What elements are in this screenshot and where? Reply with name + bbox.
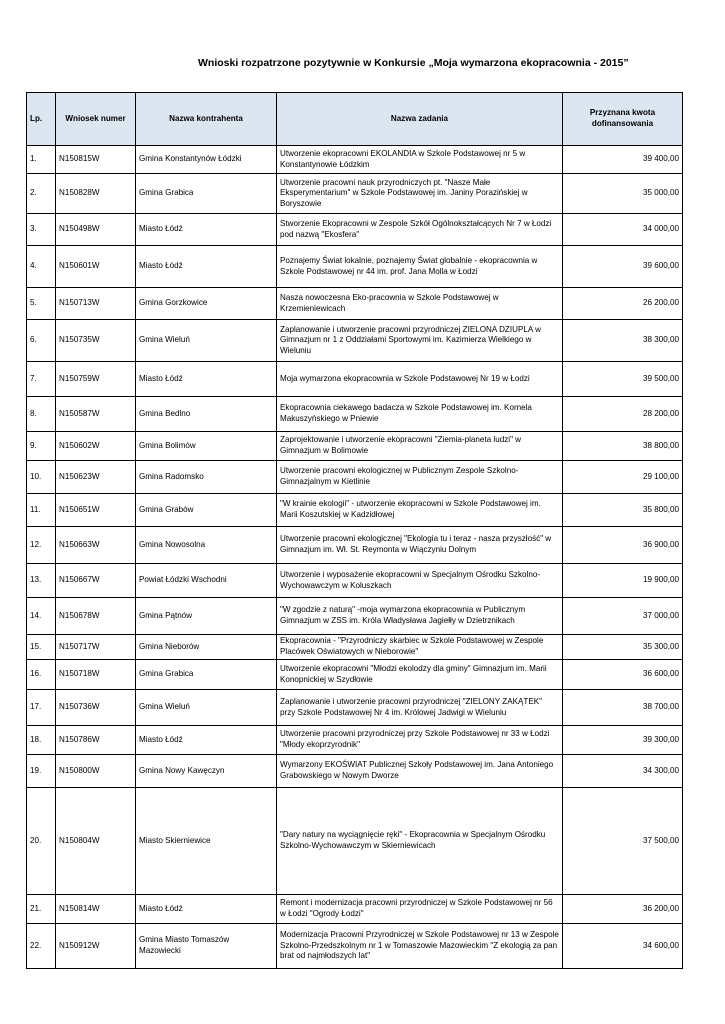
cell-lp: 17. xyxy=(27,690,56,726)
cell-kwota: 35 800,00 xyxy=(563,494,683,527)
cell-wniosek-numer: N150498W xyxy=(56,214,136,246)
cell-kontrahent: Gmina Bedlno xyxy=(136,397,277,432)
cell-kwota: 26 200,00 xyxy=(563,288,683,320)
header-przyznana-kwota: Przyznana kwota dofinansowania xyxy=(563,93,683,146)
cell-lp: 22. xyxy=(27,924,56,969)
cell-zadanie: "W zgodzie z naturą" -moja wymarzona ekopracownia w Publicznym Gimnazjum w ZSS im. Króla Władysława Jagiełły w Dzietrznikach xyxy=(277,598,563,635)
cell-kontrahent: Gmina Grabica xyxy=(136,174,277,214)
cell-lp: 19. xyxy=(27,755,56,788)
cell-kontrahent: Gmina Wieluń xyxy=(136,320,277,362)
table-row xyxy=(27,461,683,494)
cell-wniosek-numer: N150759W xyxy=(56,362,136,397)
cell-lp: 18. xyxy=(27,726,56,755)
cell-kontrahent: Miasto Łódź xyxy=(136,362,277,397)
table-row xyxy=(27,362,683,397)
header-lp: Lp. xyxy=(27,93,56,146)
cell-kontrahent: Gmina Konstantynów Łódzki xyxy=(136,146,277,174)
cell-zadanie: Modernizacja Pracowni Przyrodniczej w Szkole Podstawowej nr 13 w Zespole Szkolno-Przedszkolnym nr 1 w Tomaszowie Mazowieckim "Z ekologią za pan brat od najmłodszych lat" xyxy=(277,924,563,969)
cell-lp: 1. xyxy=(27,146,56,174)
cell-lp: 11. xyxy=(27,494,56,527)
cell-zadanie: Utworzenie ekopracowni "Młodzi ekolodzy dla gminy" Gimnazjum im. Marii Konopnickiej w Szydłowie xyxy=(277,660,563,690)
cell-zadanie: Zaplanowanie i utworzenie pracowni przyrodniczej "ZIELONY ZAKĄTEK" przy Szkole Podstawowej Nr 4 im. Królowej Jadwigi w Wieluniu xyxy=(277,690,563,726)
cell-kontrahent: Powiat Łódzki Wschodni xyxy=(136,564,277,598)
cell-lp: 6. xyxy=(27,320,56,362)
cell-lp: 15. xyxy=(27,635,56,660)
cell-wniosek-numer: N150663W xyxy=(56,527,136,564)
cell-kontrahent: Gmina Wieluń xyxy=(136,690,277,726)
table-row xyxy=(27,288,683,320)
table-row xyxy=(27,660,683,690)
cell-kontrahent: Miasto Łódź xyxy=(136,726,277,755)
cell-wniosek-numer: N150601W xyxy=(56,246,136,288)
header-wniosek-numer: Wniosek numer xyxy=(56,93,136,146)
cell-lp: 20. xyxy=(27,788,56,895)
cell-kwota: 39 500,00 xyxy=(563,362,683,397)
cell-zadanie: Ekopracownia ciekawego badacza w Szkole Podstawowej im. Kornela Makuszyńskiego w Pniewie xyxy=(277,397,563,432)
table-row xyxy=(27,397,683,432)
cell-kontrahent: Gmina Miasto Tomaszów Mazowiecki xyxy=(136,924,277,969)
cell-wniosek-numer: N150713W xyxy=(56,288,136,320)
cell-kontrahent: Gmina Grabica xyxy=(136,660,277,690)
table-row xyxy=(27,527,683,564)
cell-kwota: 36 900,00 xyxy=(563,527,683,564)
cell-zadanie: Nasza nowoczesna Eko-pracownia w Szkole Podstawowej w Krzemieniewicach xyxy=(277,288,563,320)
cell-kwota: 36 200,00 xyxy=(563,895,683,924)
cell-zadanie: Utworzenie ekopracowni EKOLANDIA w Szkole Podstawowej nr 5 w Konstantynowie Łódzkim xyxy=(277,146,563,174)
cell-wniosek-numer: N150828W xyxy=(56,174,136,214)
cell-zadanie: Zaplanowanie i utworzenie pracowni przyrodniczej ZIELONA DZIUPLA w Gimnazjum nr 1 z Oddziałami Sportowymi im. Kazimierza Wielkiego w Wieluniu xyxy=(277,320,563,362)
cell-lp: 7. xyxy=(27,362,56,397)
header-nazwa-zadania: Nazwa zadania xyxy=(277,93,563,146)
cell-kontrahent: Gmina Radomsko xyxy=(136,461,277,494)
cell-kontrahent: Gmina Grabów xyxy=(136,494,277,527)
cell-kontrahent: Miasto Łódź xyxy=(136,895,277,924)
cell-kontrahent: Gmina Nowy Kawęczyn xyxy=(136,755,277,788)
cell-lp: 4. xyxy=(27,246,56,288)
header-nazwa-kontrahenta: Nazwa kontrahenta xyxy=(136,93,277,146)
cell-kwota: 34 000,00 xyxy=(563,214,683,246)
cell-zadanie: "W krainie ekologii" - utworzenie ekopracowni w Szkole Podstawowej im. Marii Koszutskiej w Kadzidłowej xyxy=(277,494,563,527)
cell-lp: 5. xyxy=(27,288,56,320)
cell-zadanie: "Dary natury na wyciągnięcie ręki" - Ekopracownia w Specjalnym Ośrodku Szkolno-Wychowawczym w Skierniewicach xyxy=(277,788,563,895)
cell-kontrahent: Gmina Nowosolna xyxy=(136,527,277,564)
table-row xyxy=(27,564,683,598)
cell-kwota: 34 300,00 xyxy=(563,755,683,788)
cell-wniosek-numer: N150678W xyxy=(56,598,136,635)
cell-zadanie: Remont i modernizacja pracowni przyrodniczej w Szkole Podstawowej nr 56 w Łodzi "Ogrody Łodzi" xyxy=(277,895,563,924)
table-row xyxy=(27,432,683,461)
cell-wniosek-numer: N150814W xyxy=(56,895,136,924)
cell-kontrahent: Gmina Pątnów xyxy=(136,598,277,635)
cell-zadanie: Wymarzony EKOŚWIAT Publicznej Szkoły Podstawowej im. Jana Antoniego Grabowskiego w Nowym Dworze xyxy=(277,755,563,788)
cell-kwota: 36 600,00 xyxy=(563,660,683,690)
cell-wniosek-numer: N150667W xyxy=(56,564,136,598)
table-row xyxy=(27,246,683,288)
cell-zadanie: Utworzenie pracowni nauk przyrodniczych pt. "Nasze Małe Eksperymentarium" w Szkole Podstawowej im. Janiny Porazińskiej w Boryszowie xyxy=(277,174,563,214)
table-row xyxy=(27,146,683,174)
cell-wniosek-numer: N150786W xyxy=(56,726,136,755)
cell-wniosek-numer: N150602W xyxy=(56,432,136,461)
table-row xyxy=(27,214,683,246)
cell-zadanie: Zaprojektowanie i utworzenie ekopracowni "Ziemia-planeta ludzi" w Gimnazjum w Bolimowie xyxy=(277,432,563,461)
cell-zadanie: Stworzenie Ekopracowni w Zespole Szkół Ogólnokształcących Nr 7 w Łodzi pod nazwą "Ekosfera" xyxy=(277,214,563,246)
grants-table xyxy=(26,92,683,969)
table-row xyxy=(27,320,683,362)
cell-zadanie: Utworzenie pracowni ekologicznej "Ekologia tu i teraz - nasza przyszłość" w Gimnazjum im. Wł. St. Reymonta w Wiączyniu Dolnym xyxy=(277,527,563,564)
cell-kwota: 34 600,00 xyxy=(563,924,683,969)
cell-kwota: 29 100,00 xyxy=(563,461,683,494)
table-row xyxy=(27,726,683,755)
cell-kontrahent: Miasto Łódź xyxy=(136,246,277,288)
table-row xyxy=(27,598,683,635)
cell-kontrahent: Miasto Łódź xyxy=(136,214,277,246)
cell-kwota: 19 900,00 xyxy=(563,564,683,598)
cell-kwota: 37 000,00 xyxy=(563,598,683,635)
cell-kwota: 38 700,00 xyxy=(563,690,683,726)
cell-wniosek-numer: N150717W xyxy=(56,635,136,660)
page-title: Wnioski rozpatrzone pozytywnie w Konkursie „Moja wymarzona ekopracownia - 2015” xyxy=(198,57,629,69)
cell-wniosek-numer: N150651W xyxy=(56,494,136,527)
cell-wniosek-numer: N150735W xyxy=(56,320,136,362)
cell-kwota: 28 200,00 xyxy=(563,397,683,432)
cell-kontrahent: Miasto Skierniewice xyxy=(136,788,277,895)
table-row xyxy=(27,690,683,726)
table-row xyxy=(27,174,683,214)
cell-zadanie: Ekopracownia - "Przyrodniczy skarbiec w Szkole Podstawowej w Zespole Placówek Oświatowych w Nieborowie" xyxy=(277,635,563,660)
cell-kontrahent: Gmina Nieborów xyxy=(136,635,277,660)
cell-lp: 14. xyxy=(27,598,56,635)
cell-lp: 8. xyxy=(27,397,56,432)
cell-kontrahent: Gmina Gorzkowice xyxy=(136,288,277,320)
cell-lp: 2. xyxy=(27,174,56,214)
cell-lp: 13. xyxy=(27,564,56,598)
cell-wniosek-numer: N150815W xyxy=(56,146,136,174)
cell-wniosek-numer: N150736W xyxy=(56,690,136,726)
cell-kontrahent: Gmina Bolimów xyxy=(136,432,277,461)
cell-wniosek-numer: N150623W xyxy=(56,461,136,494)
cell-kwota: 39 400,00 xyxy=(563,146,683,174)
cell-kwota: 38 300,00 xyxy=(563,320,683,362)
cell-kwota: 38 800,00 xyxy=(563,432,683,461)
table-row xyxy=(27,895,683,924)
table-row xyxy=(27,755,683,788)
cell-lp: 12. xyxy=(27,527,56,564)
cell-wniosek-numer: N150804W xyxy=(56,788,136,895)
header-row xyxy=(27,93,683,146)
table-row xyxy=(27,494,683,527)
cell-kwota: 35 000,00 xyxy=(563,174,683,214)
table-row xyxy=(27,924,683,969)
cell-lp: 10. xyxy=(27,461,56,494)
cell-zadanie: Utworzenie i wyposażenie ekopracowni w Specjalnym Ośrodku Szkolno-Wychowawczym w Koluszkach xyxy=(277,564,563,598)
cell-zadanie: Utworzenie pracowni ekologicznej w Publicznym Zespole Szkolno-Gimnazjalnym w Kietlinie xyxy=(277,461,563,494)
cell-wniosek-numer: N150718W xyxy=(56,660,136,690)
cell-kwota: 39 600,00 xyxy=(563,246,683,288)
cell-lp: 16. xyxy=(27,660,56,690)
cell-zadanie: Moja wymarzona ekopracownia w Szkole Podstawowej Nr 19 w Łodzi xyxy=(277,362,563,397)
table-row xyxy=(27,635,683,660)
cell-kwota: 39 300,00 xyxy=(563,726,683,755)
table-row xyxy=(27,788,683,895)
cell-kwota: 37 500,00 xyxy=(563,788,683,895)
cell-lp: 3. xyxy=(27,214,56,246)
cell-zadanie: Poznajemy Świat lokalnie, poznajemy Świat globalnie - ekopracownia w Szkole Podstawowej nr 44 im. prof. Jana Molla w Łodzi xyxy=(277,246,563,288)
cell-wniosek-numer: N150912W xyxy=(56,924,136,969)
cell-wniosek-numer: N150587W xyxy=(56,397,136,432)
cell-zadanie: Utworzenie pracowni przyrodniczej przy Szkole Podstawowej nr 33 w Łodzi "Młody ekoprzyrodnik" xyxy=(277,726,563,755)
cell-kwota: 35 300,00 xyxy=(563,635,683,660)
cell-lp: 21. xyxy=(27,895,56,924)
cell-lp: 9. xyxy=(27,432,56,461)
cell-wniosek-numer: N150800W xyxy=(56,755,136,788)
